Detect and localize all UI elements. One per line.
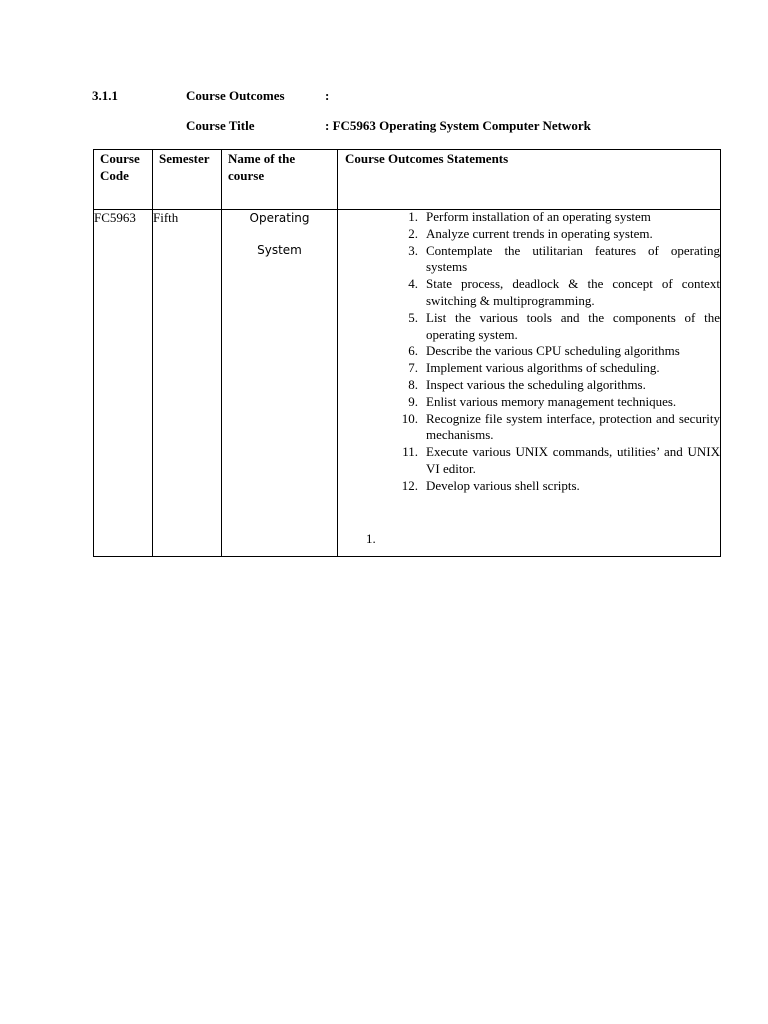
cell-semester: Fifth [153,210,222,557]
list-item-text: Perform installation of an operating system [426,209,651,224]
list-item-text: List the various tools and the components of the operating system. [426,309,720,342]
list-item [338,360,720,377]
list-item [338,243,720,277]
list-item-text: Analyze current trends in operating system. [426,225,653,241]
list-item-number: 6. [408,343,418,359]
course-outcomes-table [93,149,721,557]
course-name-line1: Operating [249,211,310,225]
list-item [338,377,720,394]
list-item [338,478,720,495]
header-course-code: Course Code [94,150,153,210]
list-item-text: Inspect various the scheduling algorithms. [426,376,646,392]
list-item [338,343,720,360]
list-item-number: 5. [408,309,418,325]
list-item-number: 10. [401,410,418,426]
list-item-number: 1. [408,209,418,224]
list-item [338,209,720,226]
list-item-number: 4. [408,276,418,292]
table-header-row [94,150,721,210]
list-item [338,411,720,445]
course-title-label: Course Title [186,118,255,133]
section-number: 3.1.1 [92,88,118,103]
list-item-number: 8. [408,376,418,392]
list-item-number: 7. [408,360,418,376]
header-semester: Semester [153,150,222,210]
list-item-text: Describe the various CPU scheduling algorithms [426,343,680,359]
list-item-number: 3. [408,242,418,258]
course-outcomes-colon: : [325,88,330,103]
cell-outcome-statements [338,210,721,557]
header-outcome-statements: Course Outcomes Statements [338,150,721,210]
list-item [338,310,720,344]
list-item-number: 9. [408,393,418,409]
list-item [338,394,720,411]
list-item-number: 12. [401,477,418,493]
cell-course-code: FC5963 [94,210,153,557]
list-item-text: Contemplate the utilitarian features of operating systems [426,242,720,275]
table-row [94,210,721,557]
cell-course-name [222,210,338,557]
course-name-line2: System [257,243,302,257]
course-outcomes-label: Course Outcomes [186,88,285,103]
list-item-text: Develop various shell scripts. [426,477,580,493]
course-title-value: : FC5963 Operating System Computer Network [325,118,591,133]
trailing-list-number: 1. [366,531,376,546]
list-item [338,276,720,310]
list-item-text: Recognize file system interface, protection and security mechanisms. [426,410,720,443]
header-course-name: Name of the course [222,150,338,210]
list-item-text: Execute various UNIX commands, utilities’ and UNIX VI editor. [426,444,720,476]
list-item-number: 11. [402,444,418,460]
list-item [338,226,720,243]
list-item-text: State process, deadlock & the concept of context switching & multiprogramming. [426,276,720,308]
list-item-text: Enlist various memory management techniques. [426,393,677,409]
outcome-list [338,209,720,495]
list-item-number: 2. [408,225,418,241]
list-item-text: Implement various algorithms of scheduling. [426,360,660,376]
list-item [338,444,720,478]
